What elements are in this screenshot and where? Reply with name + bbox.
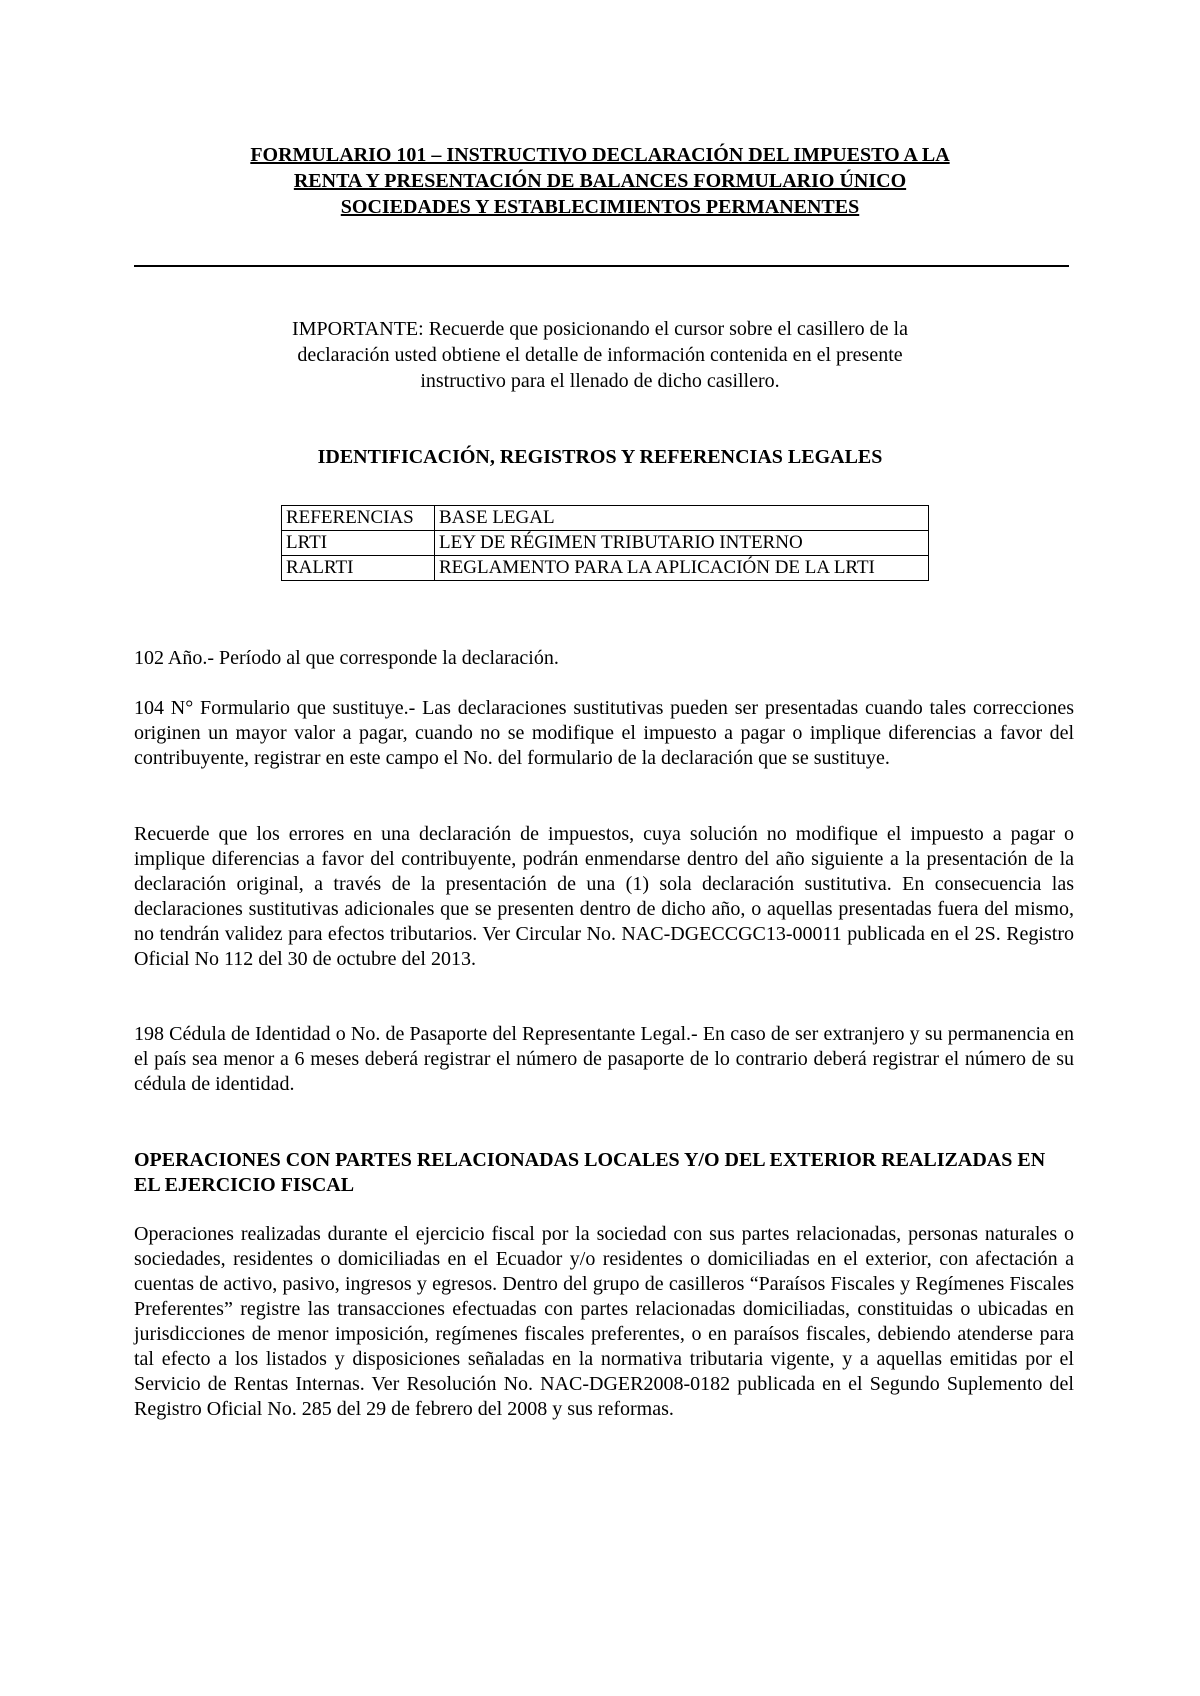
paragraph-recuerde: Recuerde que los errores en una declaración de impuestos, cuya solución no modifique el impuesto a pagar o implique diferencias a favor del contribuyente, podrán enmendarse dentro del año siguiente a la presentación de la declaración original, a través de la presentación de una (1) sola declaración sustitutiva. En consecuencia las declaraciones sustitutivas adicionales que se presenten dentro de dicho año, o aquellas presentadas fuera del mismo, no tendrán validez para efectos tributarios. Ver Circular No. NAC-DGECCGC13-00011 publicada en el 2S. Registro Oficial No 112 del 30 de octubre del 2013. <box>134 823 1074 970</box>
table-cell: LEY DE RÉGIMEN TRIBUTARIO INTERNO <box>435 531 929 556</box>
table-cell: LRTI <box>282 531 435 556</box>
table-cell: REGLAMENTO PARA LA APLICACIÓN DE LA LRTI <box>435 556 929 581</box>
table-row <box>282 556 929 581</box>
horizontal-divider <box>134 265 1069 267</box>
document-title <box>130 142 1070 220</box>
table-cell: REFERENCIAS <box>282 506 435 531</box>
title-line-1: FORMULARIO 101 – INSTRUCTIVO DECLARACIÓN DEL IMPUESTO A LA <box>250 144 950 166</box>
legal-references-table <box>281 505 929 581</box>
table-row <box>282 506 929 531</box>
title-line-2: RENTA Y PRESENTACIÓN DE BALANCES FORMULARIO ÚNICO <box>293 170 907 192</box>
important-line-1: IMPORTANTE: Recuerde que posicionando el cursor sobre el casillero de la <box>292 318 908 340</box>
table-cell: BASE LEGAL <box>435 506 929 531</box>
paragraph-102: 102 Año.- Período al que corresponde la declaración. <box>134 647 559 669</box>
table-row <box>282 531 929 556</box>
title-line-3: SOCIEDADES Y ESTABLECIMIENTOS PERMANENTES <box>340 196 860 218</box>
paragraph-104: 104 N° Formulario que sustituye.- Las declaraciones sustitutivas pueden ser presentadas cuando tales correcciones originen un mayor valor a pagar, cuando no se modifique el impuesto a pagar o implique diferencias a favor del contribuyente, registrar en este campo el No. del formulario de la declaración que se sustituye. <box>134 697 1074 769</box>
section-title-operaciones: OPERACIONES CON PARTES RELACIONADAS LOCALES Y/O DEL EXTERIOR REALIZADAS EN EL EJERCICIO FISCAL <box>134 1149 1046 1196</box>
paragraph-198: 198 Cédula de Identidad o No. de Pasaporte del Representante Legal.- En caso de ser extranjero y su permanencia en el país sea menor a 6 meses deberá registrar el número de pasaporte de lo contrario deberá registrar el número de su cédula de identidad. <box>134 1023 1074 1095</box>
important-line-3: instructivo para el llenado de dicho casillero. <box>420 370 780 392</box>
section-title-identificacion: IDENTIFICACIÓN, REGISTROS Y REFERENCIAS LEGALES <box>317 446 883 468</box>
table-cell: RALRTI <box>282 556 435 581</box>
paragraph-operaciones: Operaciones realizadas durante el ejercicio fiscal por la sociedad con sus partes relacionadas, personas naturales o sociedades, residentes o domiciliadas en el Ecuador y/o residentes o domiciliadas en el exterior, con afectación a cuentas de activo, pasivo, ingresos y egresos. Dentro del grupo de casilleros “Paraísos Fiscales y Regímenes Fiscales Preferentes” registre las transacciones efectuadas con partes relacionadas domiciliadas, constituidas o ubicadas en jurisdicciones de menor imposición, regímenes fiscales preferentes, o en paraísos fiscales, debiendo atenderse para tal efecto a los listados y disposiciones señaladas en la normativa tributaria vigente, y a aquellas emitidas por el Servicio de Rentas Internas. Ver Resolución No. NAC-DGER2008-0182 publicada en el Segundo Suplemento del Registro Oficial No. 285 del 29 de febrero del 2008 y sus reformas. <box>134 1223 1074 1420</box>
important-note <box>230 316 970 394</box>
important-line-2: declaración usted obtiene el detalle de información contenida en el presente <box>297 344 903 366</box>
